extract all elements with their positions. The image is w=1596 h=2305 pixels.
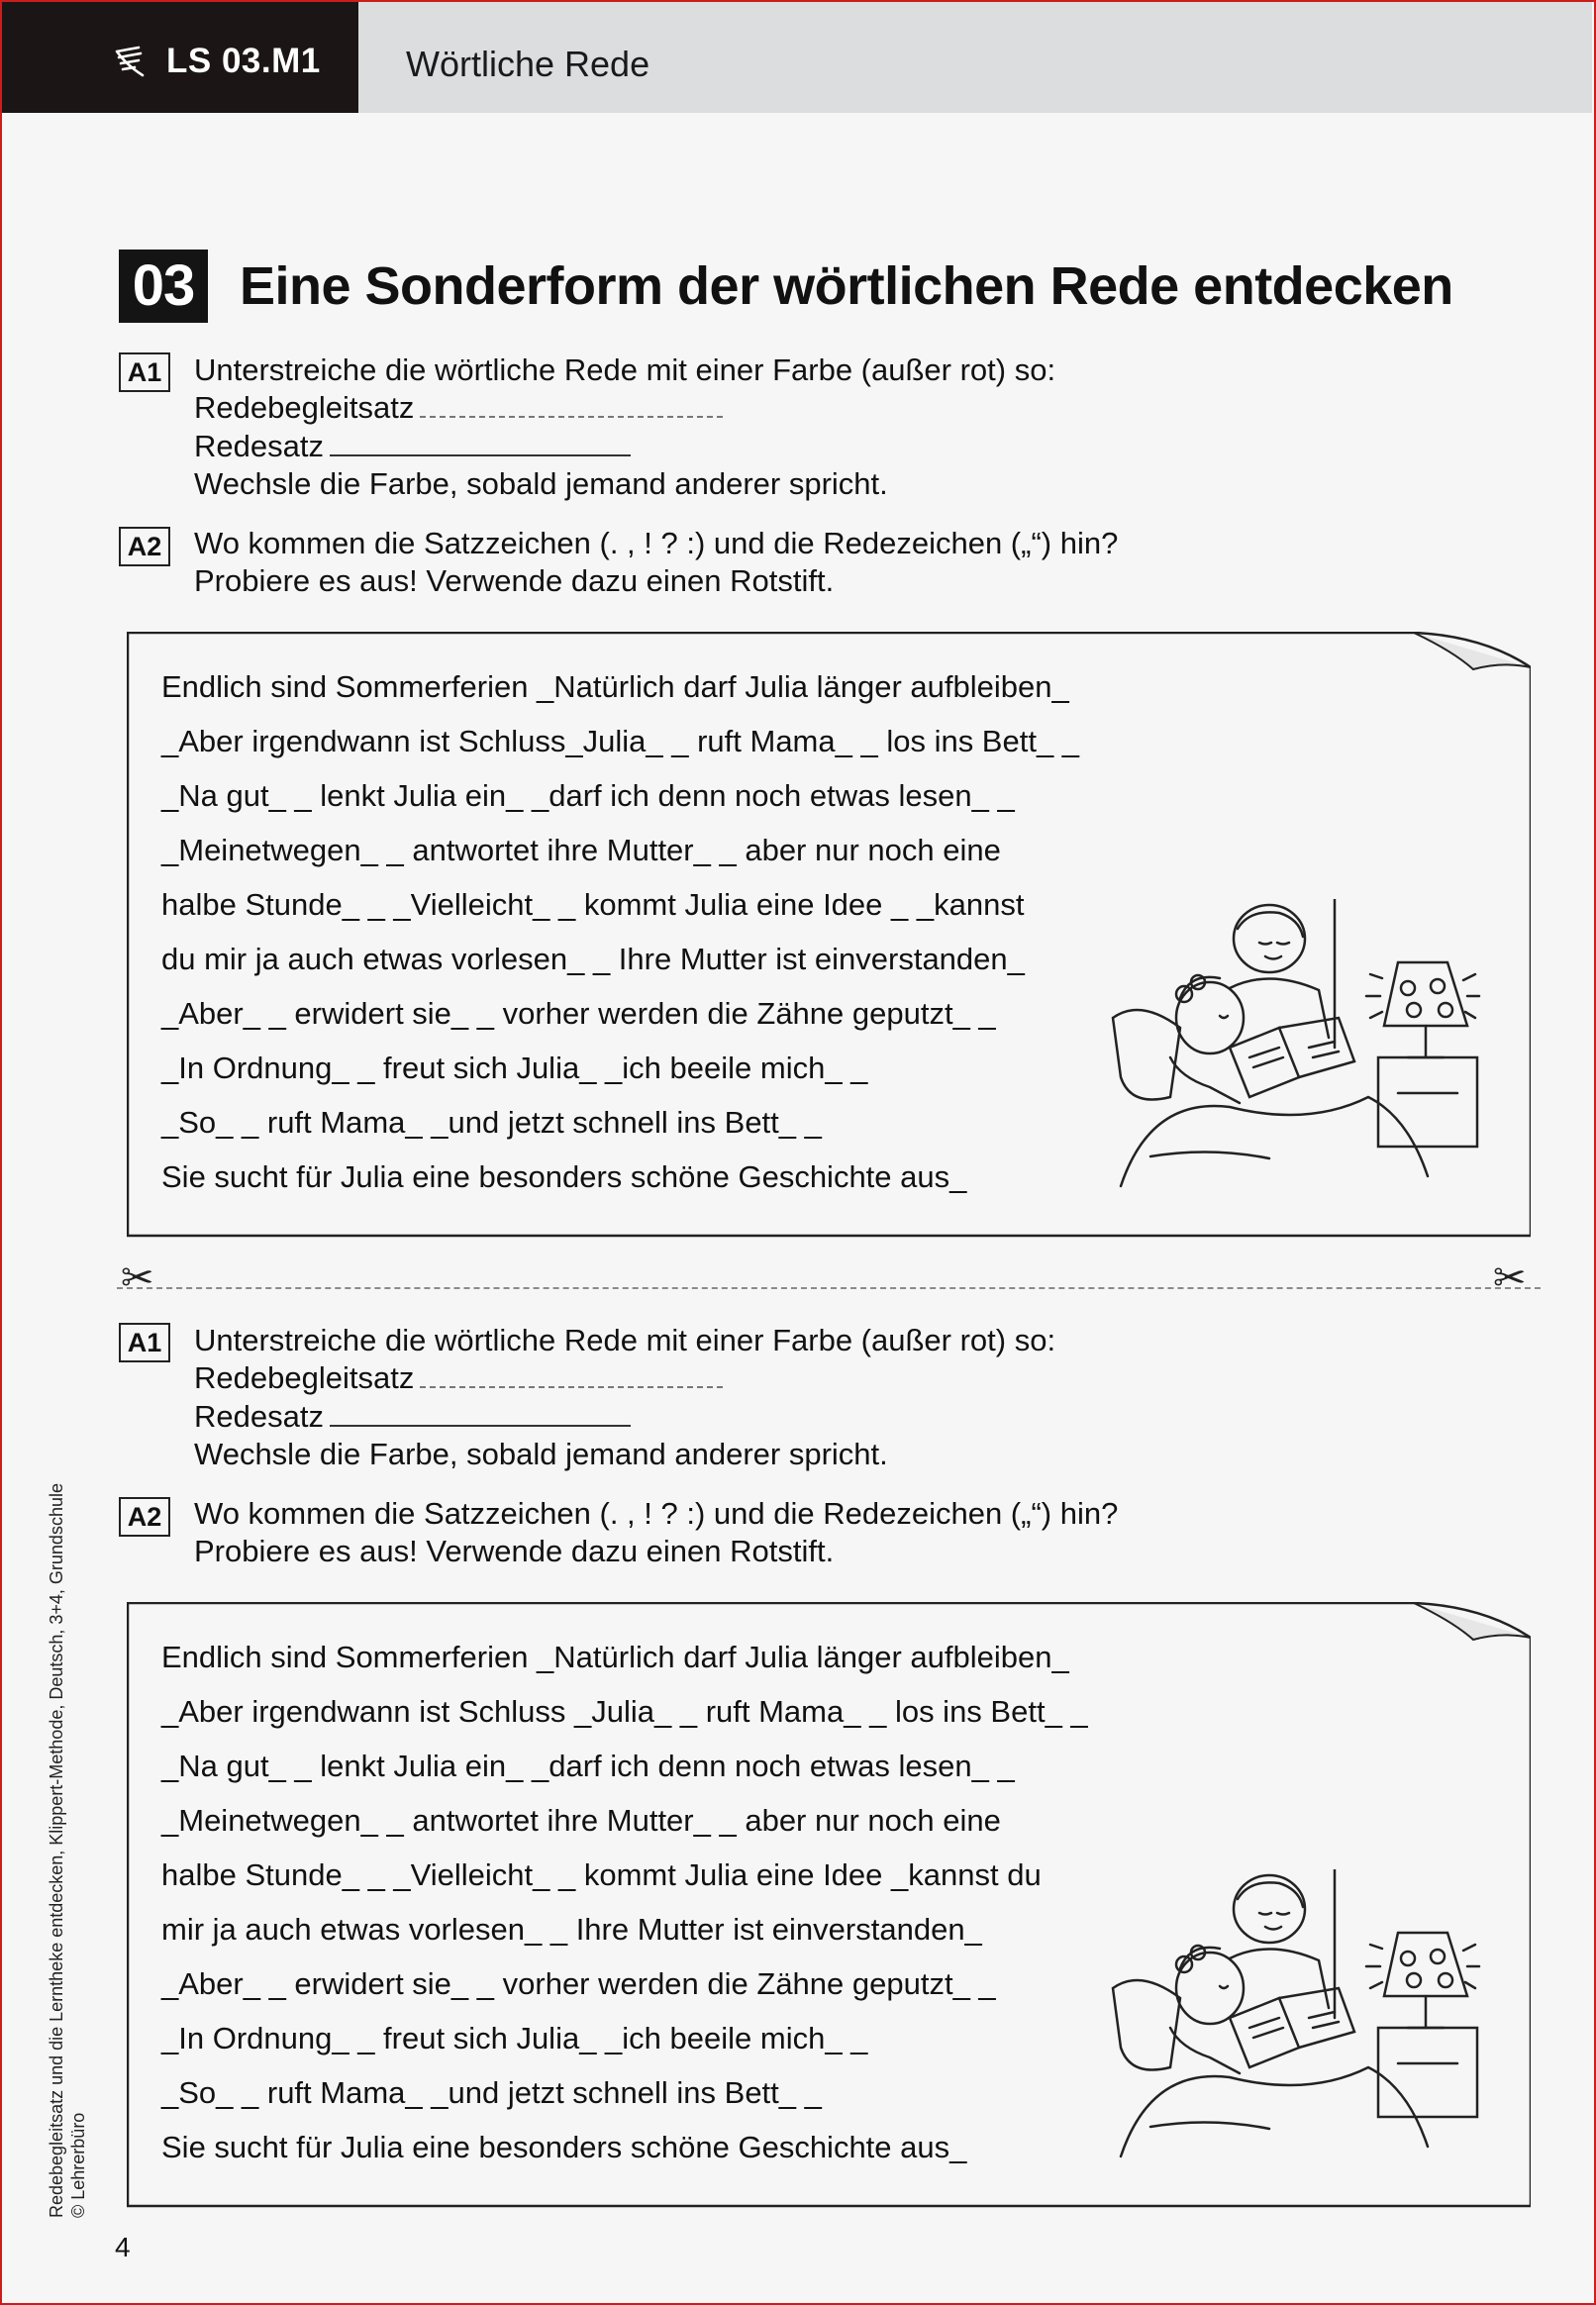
- story-line: _So_ _ ruft Mama_ _und jetzt schnell ins Bett_ _: [161, 2075, 822, 2110]
- task-a1-example-begleitsatz: Redebegleitsatz: [194, 389, 723, 427]
- story-line: _Na gut_ _ lenkt Julia ein_ _darf ich denn noch etwas lesen_ _: [161, 1749, 1015, 1783]
- mother-reading-to-child-illustration: [1111, 899, 1507, 1196]
- task-label-a1: A1: [119, 352, 170, 392]
- cut-line: [117, 1287, 1541, 1289]
- task-a1-example-begleitsatz: Redebegleitsatz: [194, 1359, 723, 1397]
- header-code: LS 03.M1: [166, 42, 321, 80]
- story-line: mir ja auch etwas vorlesen_ _ Ihre Mutter ist einverstanden_: [161, 1912, 982, 1947]
- task-label-a2: A2: [119, 527, 170, 566]
- story-line: _In Ordnung_ _ freut sich Julia_ _ich beeile mich_ _: [161, 1051, 868, 1085]
- task-a1-note: Wechsle die Farbe, sobald jemand anderer spricht.: [194, 1437, 888, 1471]
- task-a2-instruction: Wo kommen die Satzzeichen (. , ! ? :) und die Redezeichen („“) hin?: [194, 1496, 1119, 1531]
- story-line: Endlich sind Sommerferien _Natürlich darf Julia länger aufbleiben_: [161, 669, 1069, 704]
- story-line: Endlich sind Sommerferien _Natürlich darf Julia länger aufbleiben_: [161, 1640, 1069, 1674]
- story-line: _Aber_ _ erwidert sie_ _ vorher werden die Zähne geputzt_ _: [161, 1966, 996, 2001]
- header-code-block: [2, 2, 358, 113]
- task-a2-note: Probiere es aus! Verwende dazu einen Rotstift.: [194, 1534, 835, 1568]
- task-label-a1: A1: [119, 1323, 170, 1362]
- feather-logo-icon: [113, 46, 149, 77]
- story-box: [127, 1602, 1531, 2208]
- copyright-notice: © Lehrerbüro: [68, 2112, 88, 2218]
- story-line: _Meinetwegen_ _ antwortet ihre Mutter_ _ aber nur noch eine: [161, 833, 1001, 867]
- story-line: _So_ _ ruft Mama_ _und jetzt schnell ins Bett_ _: [161, 1105, 822, 1140]
- scissors-icon: ✂: [121, 1256, 154, 1300]
- story-line: _In Ordnung_ _ freut sich Julia_ _ich beeile mich_ _: [161, 2021, 868, 2055]
- story-line: Sie sucht für Julia eine besonders schöne Geschichte aus_: [161, 1159, 967, 1194]
- source-citation: Redebegleitsatz und die Lerntheke entdecken, Klippert-Methode, Deutsch, 3+4, Grundschule: [47, 1483, 66, 2218]
- header-title: Wörtliche Rede: [406, 44, 650, 84]
- story-line: _Aber_ _ erwidert sie_ _ vorher werden die Zähne geputzt_ _: [161, 996, 996, 1031]
- page-number: 4: [115, 2232, 131, 2262]
- story-box: [127, 632, 1531, 1238]
- task-a2-note: Probiere es aus! Verwende dazu einen Rotstift.: [194, 563, 835, 598]
- mother-reading-to-child-illustration: [1111, 1869, 1507, 2166]
- story-line: du mir ja auch etwas vorlesen_ _ Ihre Mutter ist einverstanden_: [161, 942, 1025, 976]
- section-number: 03: [119, 250, 208, 323]
- task-label-a2: A2: [119, 1497, 170, 1537]
- task-a1-instruction: Unterstreiche die wörtliche Rede mit einer Farbe (außer rot) so:: [194, 1323, 1056, 1357]
- task-a1-instruction: Unterstreiche die wörtliche Rede mit einer Farbe (außer rot) so:: [194, 352, 1056, 387]
- task-a1-example-redesatz: Redesatz: [194, 428, 631, 465]
- task-a2-instruction: Wo kommen die Satzzeichen (. , ! ? :) und die Redezeichen („“) hin?: [194, 526, 1119, 560]
- story-line: _Na gut_ _ lenkt Julia ein_ _darf ich denn noch etwas lesen_ _: [161, 778, 1015, 813]
- story-line: Sie sucht für Julia eine besonders schöne Geschichte aus_: [161, 2130, 967, 2164]
- story-line: halbe Stunde_ _ _Vielleicht_ _ kommt Julia eine Idee _ _kannst: [161, 887, 1025, 922]
- story-line: _Aber irgendwann ist Schluss_Julia_ _ ruft Mama_ _ los ins Bett_ _: [161, 724, 1080, 758]
- page-title: Eine Sonderform der wörtlichen Rede entdecken: [240, 256, 1453, 316]
- task-a1-note: Wechsle die Farbe, sobald jemand anderer spricht.: [194, 466, 888, 501]
- scissors-icon: ✂: [1493, 1256, 1527, 1300]
- story-line: _Aber irgendwann ist Schluss _Julia_ _ ruft Mama_ _ los ins Bett_ _: [161, 1694, 1088, 1729]
- copyright-sidebar: [46, 1483, 89, 2218]
- story-line: halbe Stunde_ _ _Vielleicht_ _ kommt Julia eine Idee _kannst du: [161, 1857, 1042, 1892]
- task-a1-example-redesatz: Redesatz: [194, 1398, 631, 1436]
- story-line: _Meinetwegen_ _ antwortet ihre Mutter_ _ aber nur noch eine: [161, 1803, 1001, 1838]
